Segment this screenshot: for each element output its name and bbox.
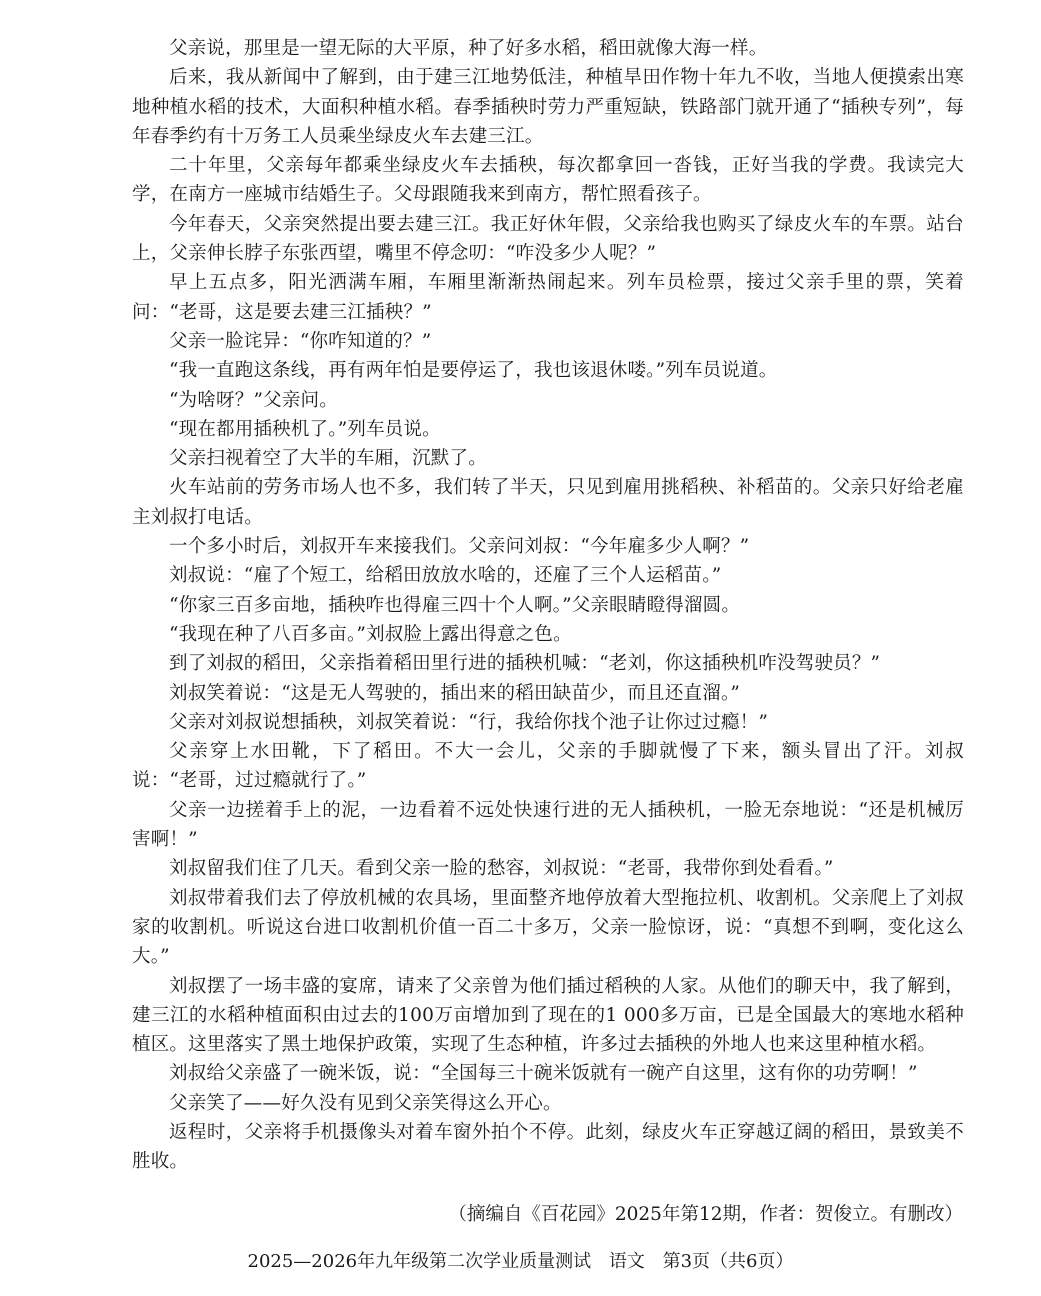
- exam-title: 2025—2026年九年级第二次学业质量测试: [247, 1251, 592, 1272]
- paragraph: “现在都用插秧机了。”列车员说。: [169, 418, 441, 440]
- paragraph: 后来，我从新闻中了解到，由于建三江地势低洼，种植旱田作物十年九不收，当地人便摸索出寒地种植水稻的技术，大面积种植水稻。春季插秧时劳力严重短缺，铁路部门就开通了“插秧专列”，每年春季约有十万务工人员乘坐绿皮火车去建三江。: [132, 67, 964, 147]
- source-note: （摘编自《百花园》2025年第12期，作者：贺俊立。有删改）: [448, 1204, 963, 1225]
- paragraph: 早上五点多，阳光洒满车厢，车厢里渐渐热闹起来。列车员检票，接过父亲手里的票，笑着问：“老哥，这是要去建三江插秧？”: [132, 272, 964, 323]
- paragraph: 父亲扫视着空了大半的车厢，沉默了。: [169, 448, 487, 470]
- paragraph: 到了刘叔的稻田，父亲指着稻田里行进的插秧机喊：“老刘，你这插秧机咋没驾驶员？”: [169, 653, 881, 675]
- article-body: [132, 34, 964, 1177]
- paragraph: “我一直跑这条线，再有两年怕是要停运了，我也该退休喽。”列车员说道。: [169, 360, 778, 382]
- paragraph: 父亲说，那里是一望无际的大平原，种了好多水稻，稻田就像大海一样。: [169, 38, 768, 59]
- page-footer: [0, 1248, 1041, 1276]
- paragraph: 刘叔说：“雇了个短工，给稻田放放水啥的，还雇了三个人运稻苗。”: [169, 565, 722, 587]
- paragraph: 今年春天，父亲突然提出要去建三江。我正好休年假，父亲给我也购买了绿皮火车的车票。站台上，父亲伸长脖子东张西望，嘴里不停念叨：“咋没多少人呢？”: [132, 213, 964, 265]
- paragraph: 父亲一边搓着手上的泥，一边看着不远处快速行进的无人插秧机，一脸无奈地说：“还是机械厉害啊！”: [132, 799, 964, 851]
- paragraph: “我现在种了八百多亩。”刘叔脸上露出得意之色。: [169, 623, 572, 645]
- paragraph: 父亲笑了——好久没有见到父亲笑得这么开心。: [169, 1092, 562, 1114]
- paragraph: 刘叔带着我们去了停放机械的农具场，里面整齐地停放着大型拖拉机、收割机。父亲爬上了刘叔家的收割机。听说这台进口收割机价值一百二十多万，父亲一脸惊讶，说：“真想不到啊，变化这么大。”: [132, 887, 964, 968]
- paragraph: 刘叔留我们住了几天。看到父亲一脸的愁容，刘叔说：“老哥，我带你到处看看。”: [169, 858, 834, 880]
- paragraph: “为啥呀？”父亲问。: [169, 389, 338, 411]
- paragraph: 父亲穿上水田靴，下了稻田。不大一会儿，父亲的手脚就慢了下来，额头冒出了汗。刘叔说：“老哥，过过瘾就行了。”: [132, 741, 964, 792]
- paragraph: 刘叔摆了一场丰盛的宴席，请来了父亲曾为他们插过稻秧的人家。从他们的聊天中，我了解到，建三江的水稻种植面积由过去的100万亩增加到了现在的1 000多万亩，已是全国最大的寒地水稻种植区。这里落实了黑土地保护政策，实现了生态种植，许多过去插秧的外地人也来这里种植水稻。: [132, 975, 964, 1056]
- paragraph: 刘叔给父亲盛了一碗米饭，说：“全国每三十碗米饭就有一碗产自这里，这有你的功劳啊！”: [169, 1063, 918, 1085]
- paragraph: 火车站前的劳务市场人也不多，我们转了半天，只见到雇用挑稻秧、补稻苗的。父亲只好给老雇主刘叔打电话。: [132, 477, 964, 528]
- paragraph: “你家三百多亩地，插秧咋也得雇三四十个人啊。”父亲眼睛瞪得溜圆。: [169, 594, 741, 616]
- paragraph: 返程时，父亲将手机摄像头对着车窗外拍个不停。此刻，绿皮火车正穿越辽阔的稻田，景致美不胜收。: [132, 1121, 964, 1173]
- paragraph: 一个多小时后，刘叔开车来接我们。父亲问刘叔：“今年雇多少人啊？”: [169, 536, 750, 558]
- page-number: 第3页（共6页）: [662, 1251, 794, 1272]
- paragraph: 刘叔笑着说：“这是无人驾驶的，插出来的稻田缺苗少，而且还直溜。”: [169, 682, 741, 704]
- subject-label: 语文: [608, 1251, 645, 1272]
- paragraph: 父亲对刘叔说想插秧，刘叔笑着说：“行，我给你找个池子让你过过瘾！”: [169, 711, 769, 733]
- paragraph: 父亲一脸诧异：“你咋知道的？”: [169, 330, 432, 352]
- paragraph: 二十年里，父亲每年都乘坐绿皮火车去插秧，每次都拿回一沓钱，正好当我的学费。我读完大学，在南方一座城市结婚生子。父母跟随我来到南方，帮忙照看孩子。: [132, 155, 964, 206]
